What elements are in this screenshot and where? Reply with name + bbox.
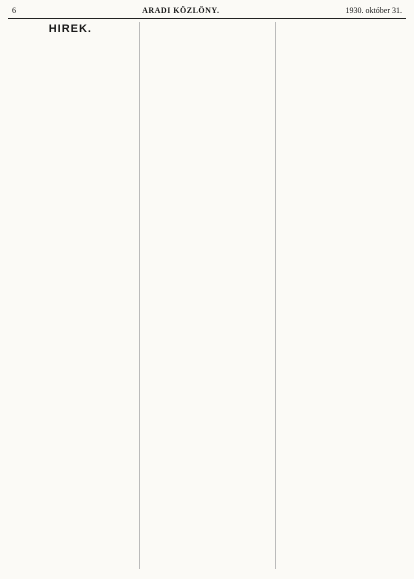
page-header	[8, 6, 406, 16]
article-columns	[8, 22, 406, 569]
header-rule	[8, 18, 406, 19]
column-2	[139, 22, 270, 569]
column-3	[275, 22, 406, 569]
page-number: 6	[12, 6, 16, 15]
publication-title: ARADI KÖZLÖNY.	[142, 6, 220, 15]
section-title: HIREK.	[48, 23, 92, 35]
issue-date: 1930. október 31.	[345, 6, 402, 15]
column-1	[8, 22, 133, 569]
